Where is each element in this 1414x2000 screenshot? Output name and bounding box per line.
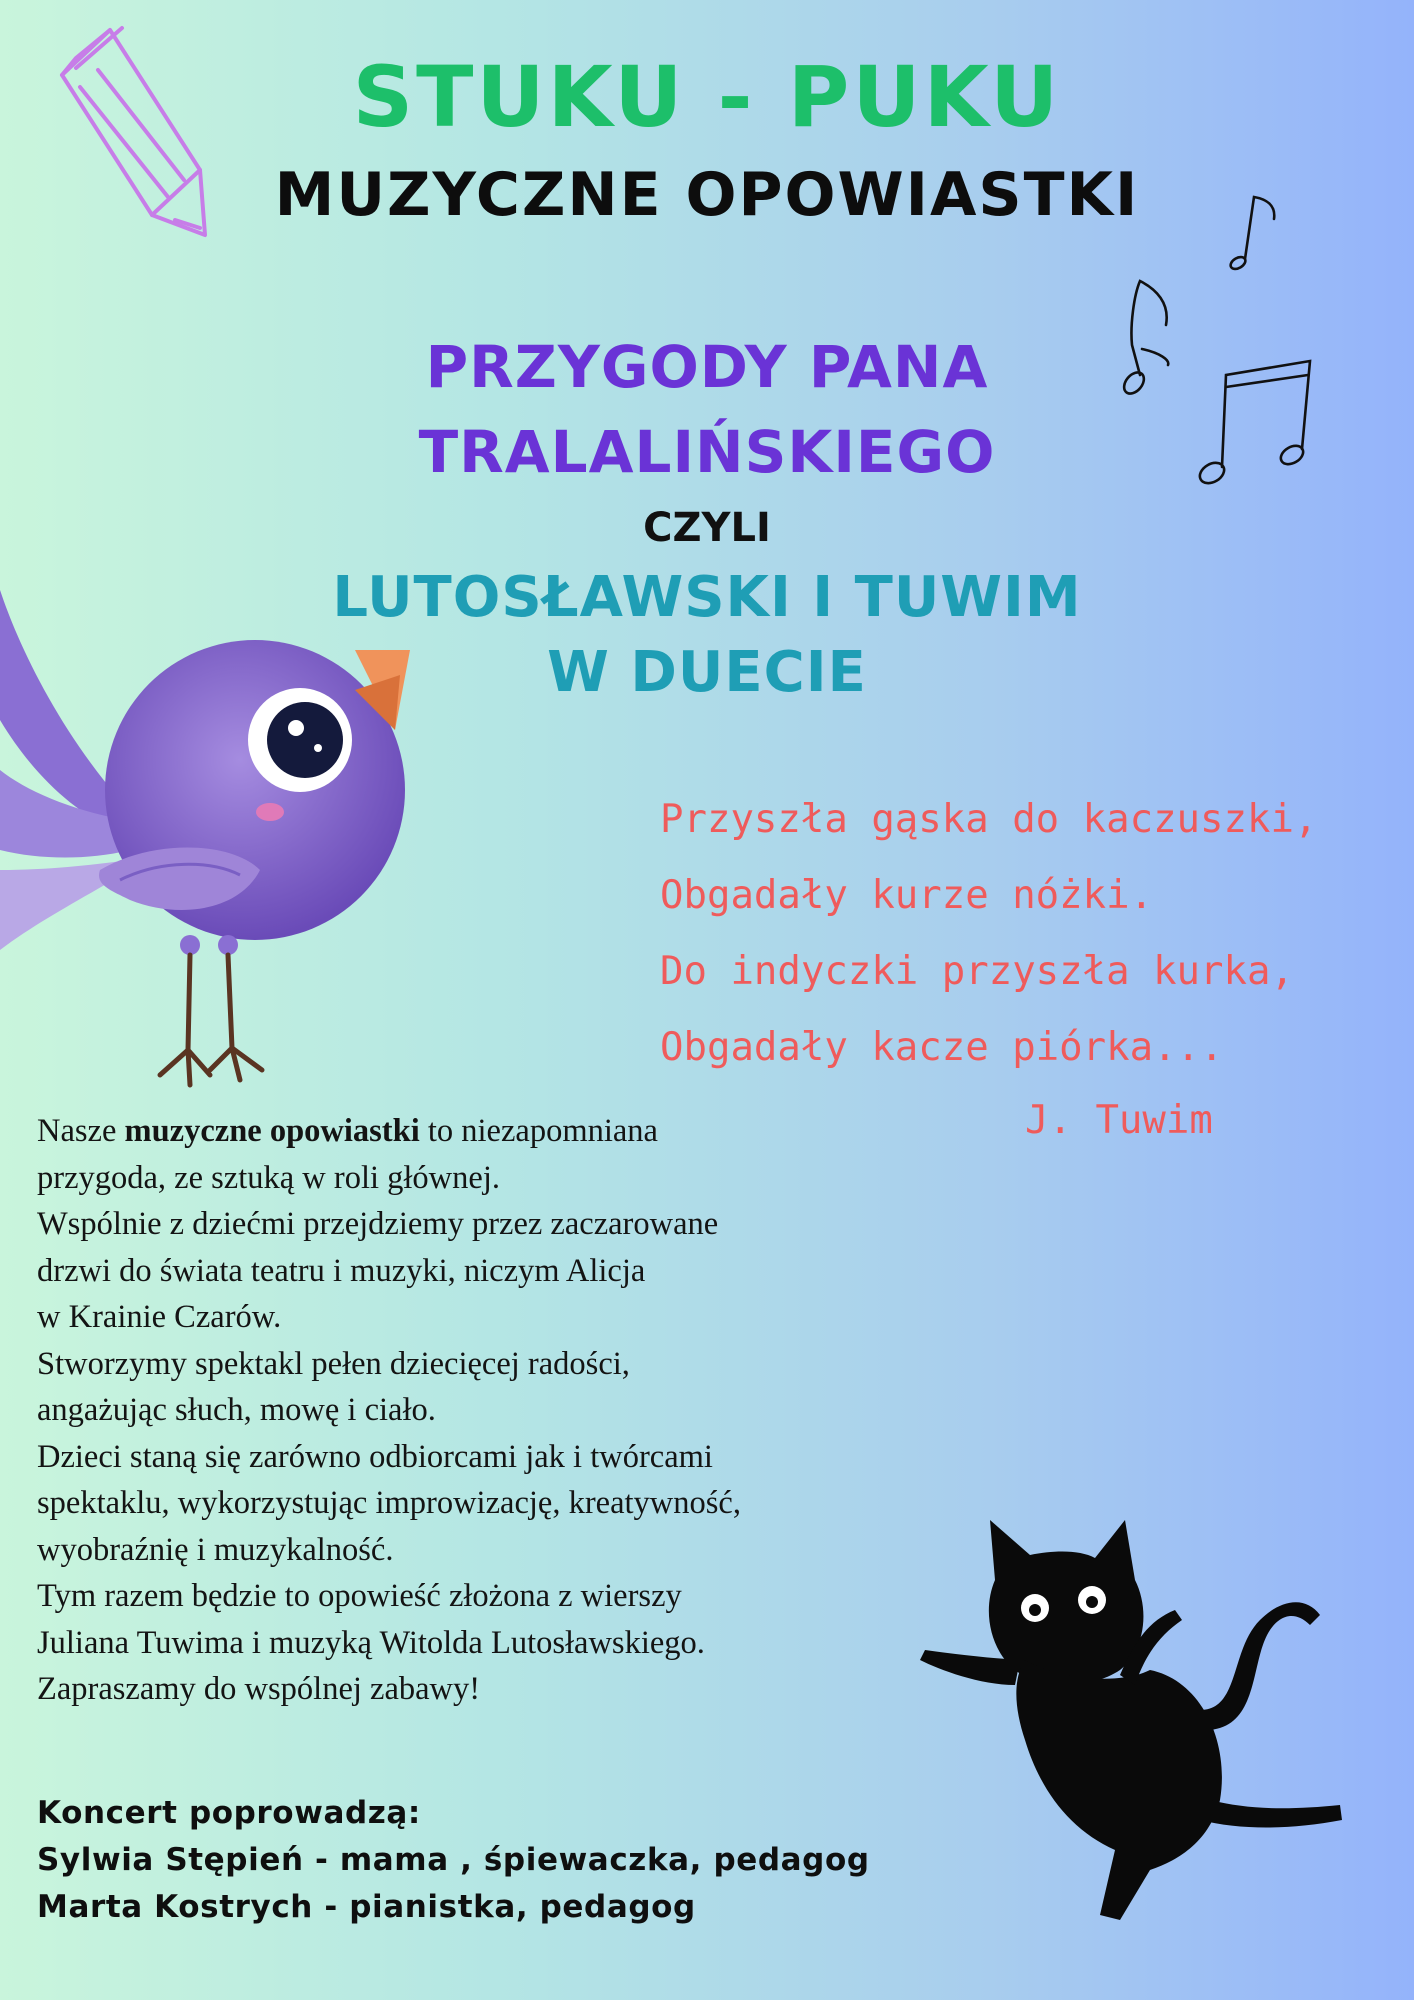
description-line: Dzieci staną się zarówno odbiorcami jak i twórcami xyxy=(37,1438,713,1475)
description-line: Zapraszamy do wspólnej zabawy! xyxy=(37,1671,481,1707)
credits-heading: Koncert poprowadzą: xyxy=(37,1795,421,1831)
description-highlight: muzyczne opowiastki xyxy=(124,1113,420,1149)
story-title-line1: PRZYGODY PANA xyxy=(425,333,989,401)
description-line: Juliana Tuwima i muzyką Witolda Lutosławskiego. xyxy=(37,1624,705,1661)
story-title-line2: TRALALIŃSKIEGO xyxy=(418,418,996,486)
cat-illustration xyxy=(920,1510,1350,1930)
description-line: Wspólnie z dziećmi przejdziemy przez zaczarowane xyxy=(37,1206,719,1242)
credits xyxy=(37,1790,937,1931)
story-connector: CZYLI xyxy=(643,505,771,551)
description-line: w Krainie Czarów. xyxy=(37,1299,282,1335)
description-line: przygoda, ze sztuką w roli głównej. xyxy=(37,1159,500,1196)
poem-line: Przyszła gąska do kaczuszki, xyxy=(660,797,1318,842)
credits-person: Marta Kostrych - pianistka, pedagog xyxy=(37,1889,696,1925)
description-line: spektaklu, wykorzystując improwizację, kreatywność, xyxy=(37,1485,741,1521)
description-line: drzwi do świata teatru i muzyki, niczym Alicja xyxy=(37,1252,646,1289)
description-line: angażując słuch, mowę i ciało. xyxy=(37,1392,436,1428)
description-intro: Nasze muzyczne opowiastki to niezapomniana xyxy=(37,1113,658,1149)
poem-line: Do indyczki przyszła kurka, xyxy=(660,949,1294,994)
poem-author: J. Tuwim xyxy=(1025,1098,1213,1143)
description xyxy=(37,1108,897,1713)
description-line: Stworzymy spektakl pełen dziecięcej radości, xyxy=(37,1345,630,1382)
page-subtitle: MUZYCZNE OPOWIASTKI xyxy=(274,160,1140,230)
story-subtitle-line2: W DUECIE xyxy=(547,640,867,705)
poem-line: Obgadały kacze piórka... xyxy=(660,1025,1224,1070)
page-title: STUKU - PUKU xyxy=(352,48,1062,146)
description-line: Tym razem będzie to opowieść złożona z wierszy xyxy=(37,1578,682,1614)
credits-person: Sylwia Stępień - mama , śpiewaczka, pedagog xyxy=(37,1842,870,1878)
story-subtitle-line1: LUTOSŁAWSKI I TUWIM xyxy=(332,565,1082,630)
poem-line: Obgadały kurze nóżki. xyxy=(660,873,1154,918)
description-line: wyobraźnię i muzykalność. xyxy=(37,1531,394,1568)
